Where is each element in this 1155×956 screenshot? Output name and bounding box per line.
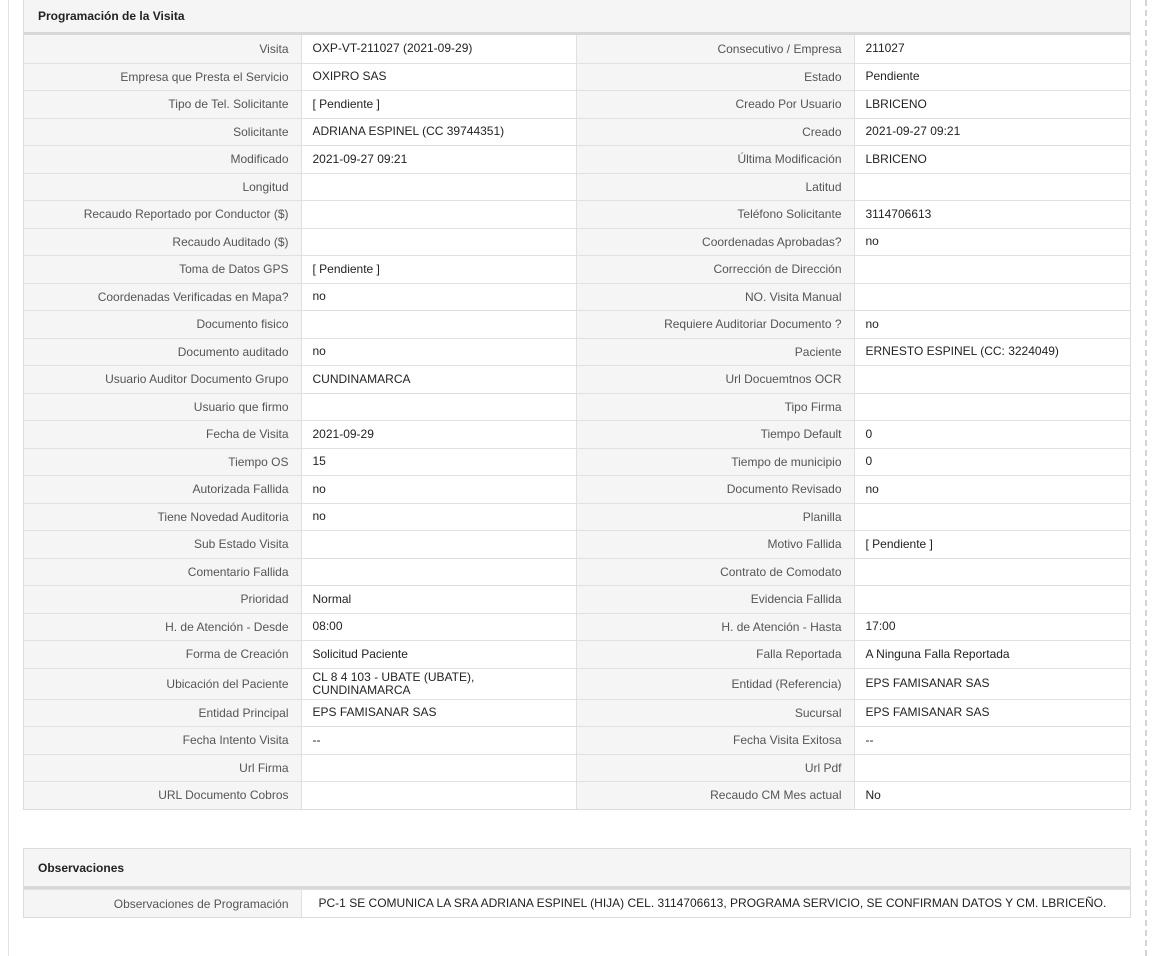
- field-label: Comentario Fallida: [24, 559, 301, 586]
- field-label: Coordenadas Aprobadas?: [577, 229, 854, 256]
- field-value: [301, 174, 578, 201]
- field-label: Corrección de Dirección: [577, 256, 854, 283]
- field-value: LBRICENO: [854, 91, 1131, 118]
- field-value: no: [854, 311, 1131, 338]
- table-row: [24, 503, 1130, 531]
- table-row: [24, 63, 1130, 91]
- table-row: [24, 613, 1130, 641]
- table-row: [24, 255, 1130, 283]
- field-value: [301, 531, 578, 558]
- table-row: [24, 310, 1130, 338]
- table-row: [24, 173, 1130, 201]
- field-label: Paciente: [577, 339, 854, 366]
- field-value: ADRIANA ESPINEL (CC 39744351): [301, 119, 578, 146]
- table-row: [24, 118, 1130, 146]
- field-label: Motivo Fallida: [577, 531, 854, 558]
- field-value: EPS FAMISANAR SAS: [854, 700, 1131, 727]
- table-row: [24, 558, 1130, 586]
- observaciones-title: Observaciones: [24, 849, 1130, 889]
- field-value: no: [854, 229, 1131, 256]
- field-value: 2021-09-27 09:21: [854, 119, 1131, 146]
- field-label: Estado: [577, 64, 854, 91]
- field-label: Url Docuemtnos OCR: [577, 366, 854, 393]
- field-label: Longitud: [24, 174, 301, 201]
- field-value: [301, 755, 578, 782]
- field-label: Recaudo CM Mes actual: [577, 782, 854, 809]
- field-value: [854, 284, 1131, 311]
- table-row: [24, 365, 1130, 393]
- field-value: ERNESTO ESPINEL (CC: 3224049): [854, 339, 1131, 366]
- field-label: Fecha Intento Visita: [24, 727, 301, 754]
- field-value: 15: [301, 449, 578, 476]
- field-label: Contrato de Comodato: [577, 559, 854, 586]
- field-label: Tipo Firma: [577, 394, 854, 421]
- field-label: Coordenadas Verificadas en Mapa?: [24, 284, 301, 311]
- field-label: Entidad Principal: [24, 700, 301, 727]
- table-row: [24, 35, 1130, 63]
- field-value: Solicitud Paciente: [301, 641, 578, 668]
- field-label: Solicitante: [24, 119, 301, 146]
- table-row: [24, 90, 1130, 118]
- field-label: Url Firma: [24, 755, 301, 782]
- field-label: Entidad (Referencia): [577, 669, 854, 699]
- field-label: Creado: [577, 119, 854, 146]
- field-value: --: [854, 727, 1131, 754]
- field-label: Toma de Datos GPS: [24, 256, 301, 283]
- field-value: 2021-09-27 09:21: [301, 146, 578, 173]
- field-value: 3114706613: [854, 201, 1131, 228]
- table-row: [24, 420, 1130, 448]
- field-label: URL Documento Cobros: [24, 782, 301, 809]
- table-row: [24, 283, 1130, 311]
- field-label: Planilla: [577, 504, 854, 531]
- field-value: [301, 559, 578, 586]
- field-label: Tiene Novedad Auditoria: [24, 504, 301, 531]
- field-value: [ Pendiente ]: [301, 91, 578, 118]
- field-value: LBRICENO: [854, 146, 1131, 173]
- field-value: EPS FAMISANAR SAS: [301, 700, 578, 727]
- field-label: Tiempo de municipio: [577, 449, 854, 476]
- field-label: Empresa que Presta el Servicio: [24, 64, 301, 91]
- field-label: Documento fisico: [24, 311, 301, 338]
- field-label: Ubicación del Paciente: [24, 669, 301, 699]
- field-value: no: [301, 476, 578, 503]
- field-value: CUNDINAMARCA: [301, 366, 578, 393]
- field-value: 2021-09-29: [301, 421, 578, 448]
- field-label: H. de Atención - Desde: [24, 614, 301, 641]
- table-row: [24, 200, 1130, 228]
- field-value: EPS FAMISANAR SAS: [854, 669, 1131, 699]
- field-label: Modificado: [24, 146, 301, 173]
- field-label: Falla Reportada: [577, 641, 854, 668]
- table-row: [24, 228, 1130, 256]
- field-value: CL 8 4 103 - UBATE (UBATE), CUNDINAMARCA: [301, 669, 578, 699]
- table-row: [24, 754, 1130, 782]
- field-value: 17:00: [854, 614, 1131, 641]
- field-value: 08:00: [301, 614, 578, 641]
- field-label: Teléfono Solicitante: [577, 201, 854, 228]
- field-value: no: [854, 476, 1131, 503]
- field-value: No: [854, 782, 1131, 809]
- field-value: [301, 782, 578, 809]
- field-value: [854, 256, 1131, 283]
- field-value: [854, 559, 1131, 586]
- field-value: [ Pendiente ]: [854, 531, 1131, 558]
- table-row: [24, 475, 1130, 503]
- field-label: Sub Estado Visita: [24, 531, 301, 558]
- table-row: [24, 448, 1130, 476]
- field-label: Evidencia Fallida: [577, 586, 854, 613]
- observaciones-value: PC-1 SE COMUNICA LA SRA ADRIANA ESPINEL (HIJA) CEL. 3114706613, PROGRAMA SERVICIO, SE CONFIRMAN DATOS Y CM. LBRICEÑO.: [301, 890, 1130, 917]
- field-value: [ Pendiente ]: [301, 256, 578, 283]
- field-label: Documento Revisado: [577, 476, 854, 503]
- field-value: 0: [854, 421, 1131, 448]
- observaciones-panel: [23, 848, 1131, 918]
- field-value: [301, 311, 578, 338]
- table-row: [24, 668, 1130, 699]
- field-value: 0: [854, 449, 1131, 476]
- field-label: Forma de Creación: [24, 641, 301, 668]
- observaciones-label: Observaciones de Programación: [24, 890, 301, 917]
- field-label: Autorizada Fallida: [24, 476, 301, 503]
- field-value: no: [301, 504, 578, 531]
- field-value: [854, 586, 1131, 613]
- page-right-dashed-divider: [1145, 0, 1147, 956]
- field-label: Usuario que firmo: [24, 394, 301, 421]
- field-value: [301, 229, 578, 256]
- field-label: Latitud: [577, 174, 854, 201]
- table-row: [24, 393, 1130, 421]
- field-value: --: [301, 727, 578, 754]
- field-value: [301, 394, 578, 421]
- field-label: Documento auditado: [24, 339, 301, 366]
- table-row: [24, 699, 1130, 727]
- field-value: no: [301, 339, 578, 366]
- observaciones-row: [24, 889, 1130, 917]
- field-label: Tiempo Default: [577, 421, 854, 448]
- field-value: [854, 174, 1131, 201]
- table-row: [24, 640, 1130, 668]
- field-label: Consecutivo / Empresa: [577, 35, 854, 63]
- page-left-border: [8, 0, 9, 956]
- field-value: A Ninguna Falla Reportada: [854, 641, 1131, 668]
- field-label: Recaudo Reportado por Conductor ($): [24, 201, 301, 228]
- field-label: Prioridad: [24, 586, 301, 613]
- field-label: H. de Atención - Hasta: [577, 614, 854, 641]
- field-label: Recaudo Auditado ($): [24, 229, 301, 256]
- field-label: NO. Visita Manual: [577, 284, 854, 311]
- field-label: Url Pdf: [577, 755, 854, 782]
- field-value: [301, 201, 578, 228]
- table-row: [24, 781, 1130, 809]
- field-value: [854, 366, 1131, 393]
- field-value: OXP-VT-211027 (2021-09-29): [301, 35, 578, 63]
- field-value: 211027: [854, 35, 1131, 63]
- field-label: Creado Por Usuario: [577, 91, 854, 118]
- field-value: OXIPRO SAS: [301, 64, 578, 91]
- field-label: Última Modificación: [577, 146, 854, 173]
- field-value: Pendiente: [854, 64, 1131, 91]
- field-label: Usuario Auditor Documento Grupo: [24, 366, 301, 393]
- field-label: Visita: [24, 35, 301, 63]
- table-row: [24, 145, 1130, 173]
- programacion-table: [24, 35, 1130, 809]
- table-row: [24, 585, 1130, 613]
- field-value: [854, 504, 1131, 531]
- field-value: no: [301, 284, 578, 311]
- programacion-panel: [23, 0, 1131, 810]
- table-row: [24, 530, 1130, 558]
- field-value: [854, 394, 1131, 421]
- field-label: Tiempo OS: [24, 449, 301, 476]
- field-value: [854, 755, 1131, 782]
- table-row: [24, 726, 1130, 754]
- field-label: Requiere Auditoriar Documento ?: [577, 311, 854, 338]
- field-label: Fecha Visita Exitosa: [577, 727, 854, 754]
- field-label: Fecha de Visita: [24, 421, 301, 448]
- programacion-title: Programación de la Visita: [24, 0, 1130, 35]
- table-row: [24, 338, 1130, 366]
- field-label: Sucursal: [577, 700, 854, 727]
- field-value: Normal: [301, 586, 578, 613]
- field-label: Tipo de Tel. Solicitante: [24, 91, 301, 118]
